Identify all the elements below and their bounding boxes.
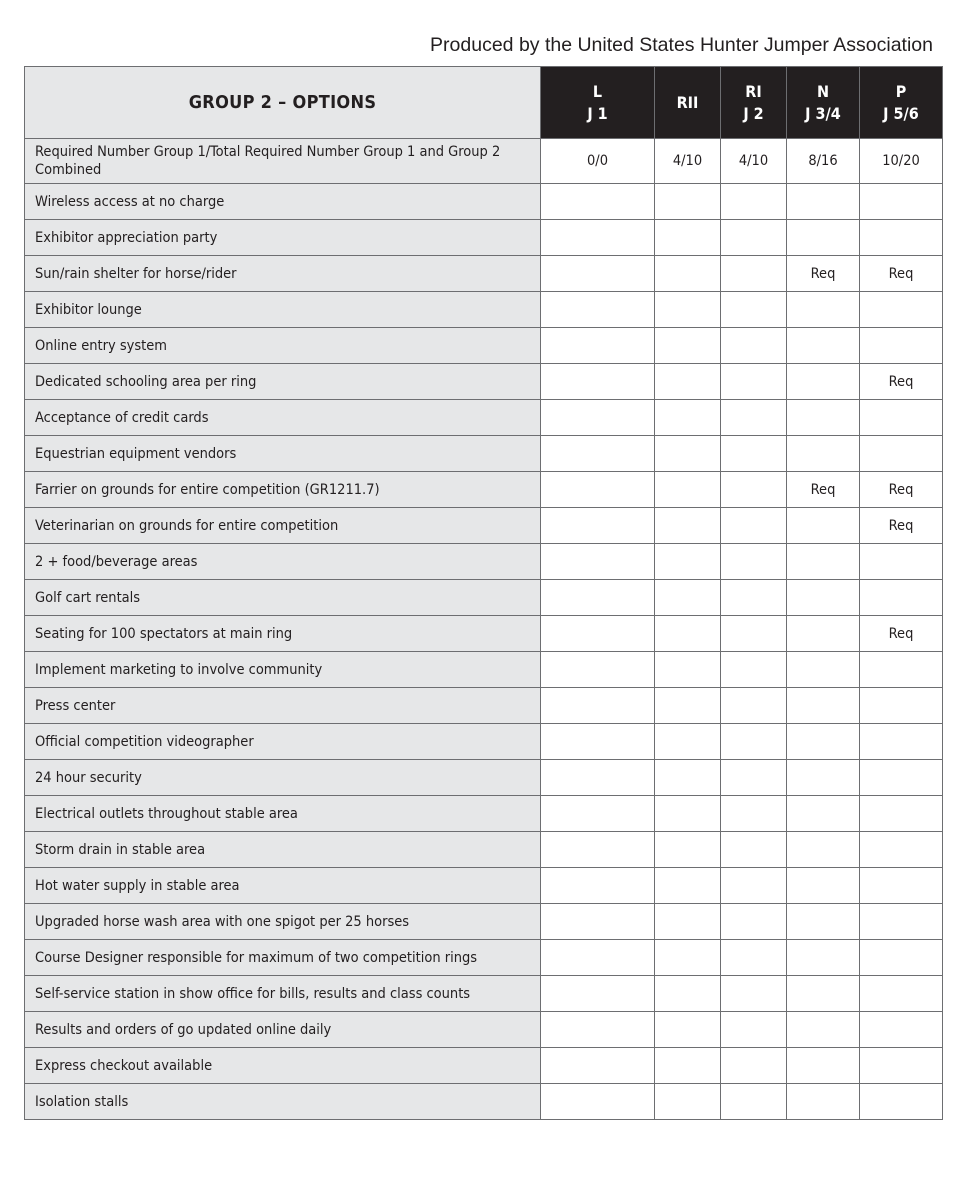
option-label: Isolation stalls (25, 1084, 541, 1120)
level-value-cell (787, 328, 860, 364)
level-value-cell (787, 220, 860, 256)
table-row (25, 472, 943, 508)
table-row (25, 1012, 943, 1048)
level-header-p (860, 67, 943, 139)
level-value-cell (860, 292, 943, 328)
option-label: Self-service station in show office for bills, results and class counts (25, 976, 541, 1012)
jumper-code: J 2 (743, 103, 764, 123)
level-code: RI (745, 81, 762, 101)
level-value-cell (860, 688, 943, 724)
level-value-cell (860, 328, 943, 364)
level-value-cell (541, 436, 655, 472)
level-value-cell (541, 472, 655, 508)
option-label: Golf cart rentals (25, 580, 541, 616)
table-row (25, 724, 943, 760)
level-value-cell (721, 292, 787, 328)
option-label: 24 hour security (25, 760, 541, 796)
level-value-cell (721, 508, 787, 544)
table-row (25, 184, 943, 220)
level-value-cell (541, 904, 655, 940)
option-label: Express checkout available (25, 1048, 541, 1084)
table-row (25, 868, 943, 904)
table-row (25, 760, 943, 796)
level-value-cell (541, 328, 655, 364)
level-value-cell (541, 256, 655, 292)
level-value-cell (721, 616, 787, 652)
level-value-cell (655, 220, 721, 256)
level-value-cell (655, 724, 721, 760)
level-value-cell (860, 1084, 943, 1120)
level-value-cell (787, 1048, 860, 1084)
level-value-cell (541, 580, 655, 616)
level-value-cell (655, 796, 721, 832)
table-row (25, 796, 943, 832)
level-value-cell (655, 436, 721, 472)
level-value-cell (860, 1048, 943, 1084)
option-label: Electrical outlets throughout stable area (25, 796, 541, 832)
level-header-ri (721, 67, 787, 139)
level-value-cell (655, 184, 721, 220)
level-value-cell: Req (787, 472, 860, 508)
table-row (25, 364, 943, 400)
level-value-cell (541, 688, 655, 724)
table-row (25, 256, 943, 292)
option-label: Equestrian equipment vendors (25, 436, 541, 472)
level-value-cell (787, 184, 860, 220)
level-value-cell (721, 364, 787, 400)
level-value-cell (721, 220, 787, 256)
level-value-cell (655, 292, 721, 328)
level-value-cell (655, 1048, 721, 1084)
jumper-code: J 3/4 (805, 103, 841, 123)
level-value-cell: Req (787, 256, 860, 292)
table-row (25, 328, 943, 364)
table-row (25, 400, 943, 436)
table-row (25, 832, 943, 868)
level-value-cell (860, 760, 943, 796)
level-value-cell (541, 544, 655, 580)
level-value-cell (541, 1084, 655, 1120)
level-value-cell (787, 796, 860, 832)
level-value-cell (721, 904, 787, 940)
level-value-cell (655, 904, 721, 940)
table-row (25, 976, 943, 1012)
table-row (25, 688, 943, 724)
level-value-cell (721, 544, 787, 580)
level-value-cell (860, 220, 943, 256)
level-code: N (816, 81, 830, 101)
level-value-cell (655, 508, 721, 544)
jumper-code: J 5/6 (883, 103, 919, 123)
level-value-cell (860, 544, 943, 580)
level-value-cell (787, 400, 860, 436)
level-value-cell (541, 868, 655, 904)
table-row (25, 940, 943, 976)
level-value-cell (655, 472, 721, 508)
level-value-cell (721, 184, 787, 220)
level-value-cell (787, 688, 860, 724)
table-title: GROUP 2 – OPTIONS (25, 67, 541, 139)
level-value-cell: Req (860, 256, 943, 292)
table-row (25, 1084, 943, 1120)
level-value-cell (787, 652, 860, 688)
level-value-cell: 4/10 (721, 139, 787, 184)
option-label: 2 + food/beverage areas (25, 544, 541, 580)
table-row (25, 904, 943, 940)
level-value-cell (721, 868, 787, 904)
level-value-cell (787, 760, 860, 796)
level-value-cell (860, 184, 943, 220)
level-value-cell (721, 1048, 787, 1084)
level-value-cell (655, 616, 721, 652)
option-label: Results and orders of go updated online daily (25, 1012, 541, 1048)
level-value-cell (787, 292, 860, 328)
level-value-cell (787, 1012, 860, 1048)
level-value-cell (860, 868, 943, 904)
option-label: Sun/rain shelter for horse/rider (25, 256, 541, 292)
level-value-cell (860, 724, 943, 760)
level-value-cell (787, 580, 860, 616)
producer-line: Produced by the United States Hunter Jumper Association (430, 34, 933, 56)
level-code: RII (676, 92, 699, 112)
level-value-cell (655, 544, 721, 580)
table-row (25, 652, 943, 688)
table-row (25, 436, 943, 472)
level-value-cell (541, 724, 655, 760)
option-label: Required Number Group 1/Total Required Number Group 1 and Group 2 Combined (25, 139, 541, 184)
table-row (25, 580, 943, 616)
option-label: Press center (25, 688, 541, 724)
option-label: Wireless access at no charge (25, 184, 541, 220)
level-value-cell (721, 652, 787, 688)
level-value-cell (860, 652, 943, 688)
jumper-code: J 1 (587, 103, 608, 123)
level-value-cell (860, 796, 943, 832)
level-value-cell (787, 1084, 860, 1120)
level-value-cell (787, 724, 860, 760)
level-value-cell (787, 976, 860, 1012)
level-value-cell (541, 508, 655, 544)
level-value-cell (541, 796, 655, 832)
level-value-cell (787, 940, 860, 976)
level-value-cell (721, 1084, 787, 1120)
level-value-cell (787, 616, 860, 652)
level-value-cell (655, 1012, 721, 1048)
level-value-cell: Req (860, 472, 943, 508)
option-label: Veterinarian on grounds for entire competition (25, 508, 541, 544)
level-value-cell (655, 688, 721, 724)
level-value-cell: 4/10 (655, 139, 721, 184)
level-value-cell (541, 1048, 655, 1084)
level-value-cell (655, 328, 721, 364)
table-row (25, 616, 943, 652)
level-value-cell (541, 292, 655, 328)
option-label: Farrier on grounds for entire competition (GR1211.7) (25, 472, 541, 508)
level-code: L (592, 81, 603, 101)
level-value-cell (721, 832, 787, 868)
option-label: Implement marketing to involve community (25, 652, 541, 688)
level-value-cell (721, 580, 787, 616)
level-code: P (895, 81, 907, 101)
table-row (25, 292, 943, 328)
option-label: Exhibitor appreciation party (25, 220, 541, 256)
level-value-cell (541, 616, 655, 652)
table-row (25, 220, 943, 256)
level-value-cell: Req (860, 616, 943, 652)
level-value-cell (541, 940, 655, 976)
level-value-cell (860, 940, 943, 976)
option-label: Official competition videographer (25, 724, 541, 760)
level-value-cell (860, 580, 943, 616)
level-value-cell (721, 1012, 787, 1048)
level-value-cell (721, 940, 787, 976)
level-value-cell (541, 1012, 655, 1048)
level-value-cell (541, 652, 655, 688)
level-value-cell (655, 1084, 721, 1120)
level-value-cell: 10/20 (860, 139, 943, 184)
level-value-cell (541, 220, 655, 256)
level-value-cell (655, 868, 721, 904)
level-value-cell (541, 184, 655, 220)
option-label: Upgraded horse wash area with one spigot per 25 horses (25, 904, 541, 940)
level-value-cell (655, 940, 721, 976)
level-value-cell (655, 580, 721, 616)
level-value-cell (860, 400, 943, 436)
level-value-cell (860, 832, 943, 868)
level-value-cell (721, 688, 787, 724)
level-value-cell (541, 760, 655, 796)
level-value-cell: 8/16 (787, 139, 860, 184)
level-value-cell (541, 400, 655, 436)
level-value-cell (655, 652, 721, 688)
option-label: Course Designer responsible for maximum of two competition rings (25, 940, 541, 976)
level-value-cell (541, 364, 655, 400)
level-value-cell (655, 256, 721, 292)
level-header-l (541, 67, 655, 139)
table-row (25, 139, 943, 184)
table-row (25, 508, 943, 544)
option-label: Exhibitor lounge (25, 292, 541, 328)
level-value-cell (787, 832, 860, 868)
group2-options-table (24, 66, 943, 1120)
level-value-cell: Req (860, 364, 943, 400)
header-row (25, 67, 943, 139)
level-value-cell: Req (860, 508, 943, 544)
level-value-cell (655, 760, 721, 796)
level-header-n (787, 67, 860, 139)
level-value-cell (787, 508, 860, 544)
level-value-cell (721, 328, 787, 364)
level-value-cell (721, 256, 787, 292)
level-value-cell (860, 1012, 943, 1048)
level-value-cell (860, 904, 943, 940)
level-value-cell (787, 544, 860, 580)
level-value-cell (787, 904, 860, 940)
level-value-cell (721, 436, 787, 472)
level-value-cell (787, 364, 860, 400)
level-value-cell (721, 976, 787, 1012)
level-value-cell (655, 832, 721, 868)
level-value-cell (655, 400, 721, 436)
table-row (25, 1048, 943, 1084)
level-value-cell (655, 364, 721, 400)
level-value-cell (787, 436, 860, 472)
level-value-cell (655, 976, 721, 1012)
level-value-cell (721, 472, 787, 508)
level-value-cell (860, 436, 943, 472)
option-label: Acceptance of credit cards (25, 400, 541, 436)
level-value-cell (787, 868, 860, 904)
level-header-rii (655, 67, 721, 139)
level-value-cell (721, 400, 787, 436)
option-label: Seating for 100 spectators at main ring (25, 616, 541, 652)
level-value-cell (721, 724, 787, 760)
option-label: Hot water supply in stable area (25, 868, 541, 904)
level-value-cell (860, 976, 943, 1012)
level-value-cell (541, 832, 655, 868)
option-label: Dedicated schooling area per ring (25, 364, 541, 400)
level-value-cell (721, 796, 787, 832)
level-value-cell (721, 760, 787, 796)
level-value-cell: 0/0 (541, 139, 655, 184)
option-label: Online entry system (25, 328, 541, 364)
option-label: Storm drain in stable area (25, 832, 541, 868)
level-value-cell (541, 976, 655, 1012)
table-row (25, 544, 943, 580)
